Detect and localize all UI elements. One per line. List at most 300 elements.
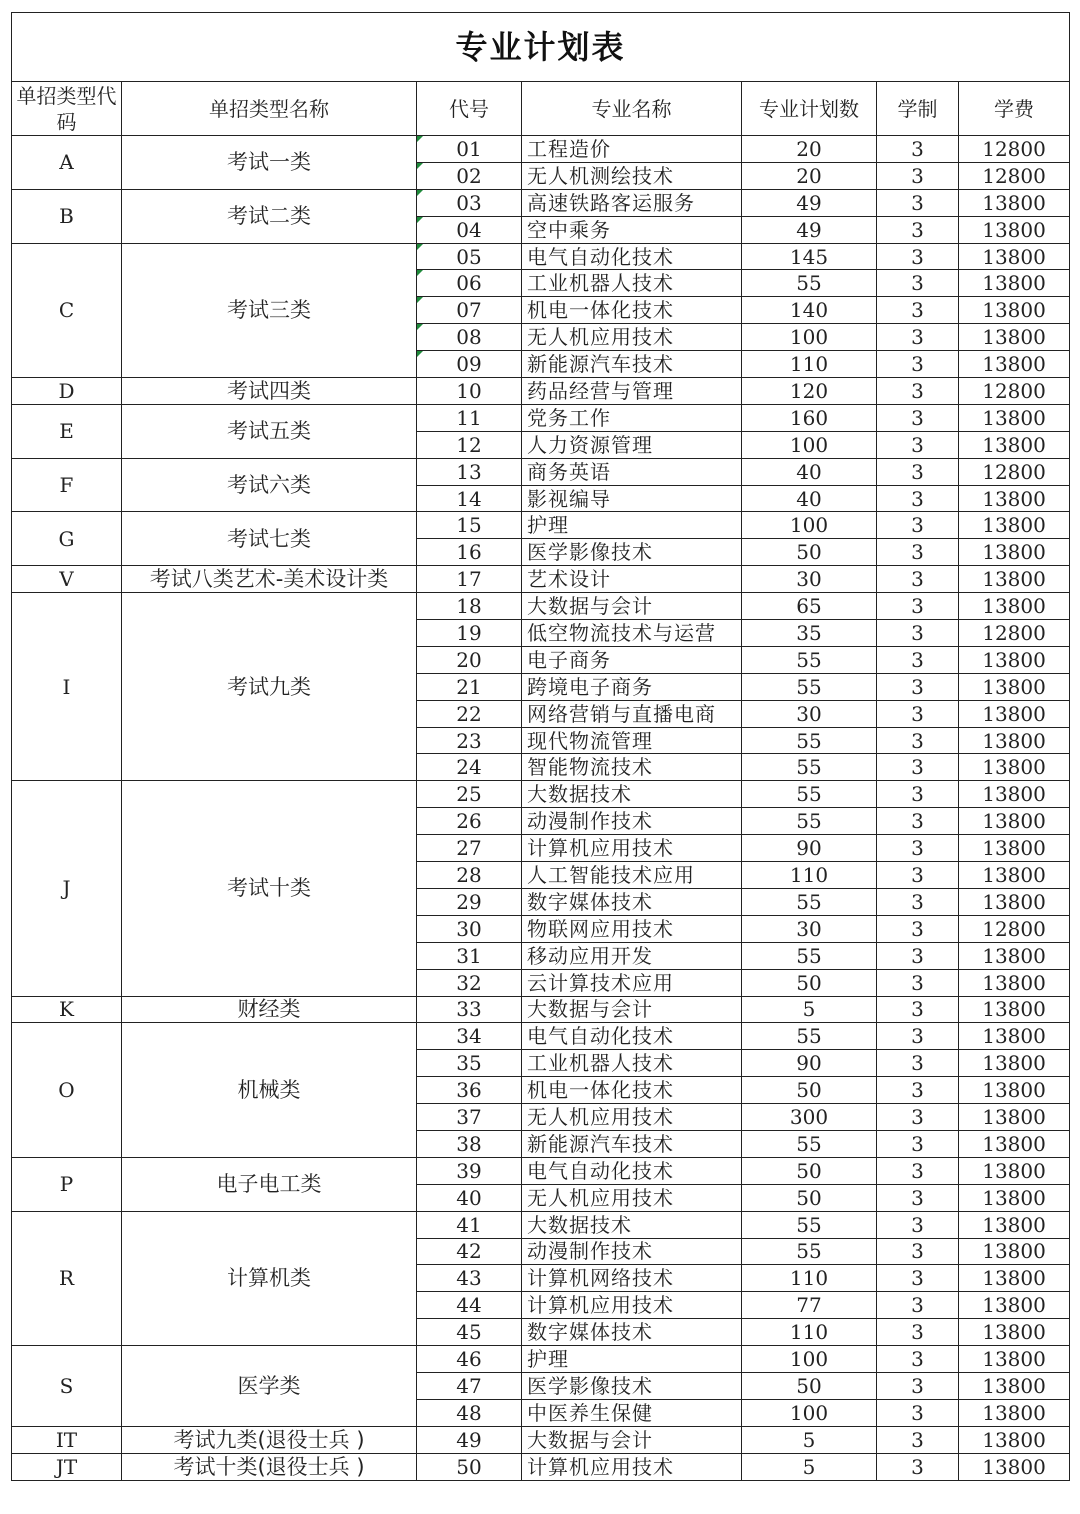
plan-count-cell: 5 — [742, 996, 877, 1023]
type-code-cell: IT — [12, 1426, 122, 1453]
years-cell: 3 — [877, 1319, 959, 1346]
fee-cell: 13800 — [959, 996, 1070, 1023]
fee-cell: 13800 — [959, 1238, 1070, 1265]
code-cell: 45 — [417, 1319, 522, 1346]
fee-cell: 13800 — [959, 189, 1070, 216]
code-cell: 50 — [417, 1453, 522, 1480]
years-cell: 3 — [877, 512, 959, 539]
plan-count-cell: 110 — [742, 351, 877, 378]
table-row — [12, 189, 1070, 216]
years-cell: 3 — [877, 1265, 959, 1292]
type-code-cell: P — [12, 1157, 122, 1211]
type-code-cell: R — [12, 1211, 122, 1345]
plan-count-cell: 50 — [742, 1372, 877, 1399]
years-cell: 3 — [877, 1050, 959, 1077]
plan-count-cell: 110 — [742, 1265, 877, 1292]
code-cell: 21 — [417, 673, 522, 700]
years-cell: 3 — [877, 216, 959, 243]
table-row — [12, 593, 1070, 620]
type-name-cell: 考试三类 — [122, 243, 417, 377]
years-cell: 3 — [877, 1130, 959, 1157]
type-name-cell: 考试九类(退役士兵 ) — [122, 1426, 417, 1453]
plan-count-cell: 90 — [742, 835, 877, 862]
fee-cell: 13800 — [959, 808, 1070, 835]
years-cell: 3 — [877, 1346, 959, 1373]
years-cell: 3 — [877, 1426, 959, 1453]
major-name-cell: 人工智能技术应用 — [522, 862, 742, 889]
years-cell: 3 — [877, 1077, 959, 1104]
major-name-cell: 艺术设计 — [522, 566, 742, 593]
years-cell: 3 — [877, 593, 959, 620]
plan-count-cell: 110 — [742, 862, 877, 889]
code-cell: 20 — [417, 646, 522, 673]
major-name-cell: 工业机器人技术 — [522, 1050, 742, 1077]
years-cell: 3 — [877, 324, 959, 351]
plan-count-cell: 55 — [742, 888, 877, 915]
code-cell: 32 — [417, 969, 522, 996]
code-cell: 24 — [417, 754, 522, 781]
plan-count-cell: 55 — [742, 646, 877, 673]
fee-cell: 13800 — [959, 1077, 1070, 1104]
major-name-cell: 动漫制作技术 — [522, 1238, 742, 1265]
fee-cell: 13800 — [959, 1265, 1070, 1292]
plan-count-cell: 300 — [742, 1104, 877, 1131]
fee-cell: 12800 — [959, 915, 1070, 942]
major-name-cell: 新能源汽车技术 — [522, 351, 742, 378]
plan-count-cell: 35 — [742, 620, 877, 647]
code-cell: 03 — [417, 189, 522, 216]
code-cell: 31 — [417, 942, 522, 969]
table-row — [12, 243, 1070, 270]
major-name-cell: 大数据与会计 — [522, 1426, 742, 1453]
code-cell: 19 — [417, 620, 522, 647]
major-name-cell: 高速铁路客运服务 — [522, 189, 742, 216]
plan-count-cell: 50 — [742, 969, 877, 996]
type-code-cell: D — [12, 378, 122, 405]
plan-count-cell: 50 — [742, 539, 877, 566]
code-cell: 13 — [417, 458, 522, 485]
code-cell: 30 — [417, 915, 522, 942]
header-major: 专业名称 — [522, 82, 742, 136]
years-cell: 3 — [877, 781, 959, 808]
header-plan: 专业计划数 — [742, 82, 877, 136]
table-row — [12, 781, 1070, 808]
header-fee: 学费 — [959, 82, 1070, 136]
header-code: 代号 — [417, 82, 522, 136]
table-row — [12, 1157, 1070, 1184]
code-cell: 33 — [417, 996, 522, 1023]
type-code-cell: JT — [12, 1453, 122, 1480]
plan-count-cell: 100 — [742, 1346, 877, 1373]
fee-cell: 13800 — [959, 727, 1070, 754]
code-cell: 39 — [417, 1157, 522, 1184]
major-name-cell: 动漫制作技术 — [522, 808, 742, 835]
type-name-cell: 财经类 — [122, 996, 417, 1023]
years-cell: 3 — [877, 646, 959, 673]
years-cell: 3 — [877, 189, 959, 216]
table-row — [12, 1211, 1070, 1238]
fee-cell: 13800 — [959, 512, 1070, 539]
type-name-cell: 考试九类 — [122, 593, 417, 781]
table-row — [12, 1023, 1070, 1050]
fee-cell: 13800 — [959, 1346, 1070, 1373]
code-cell: 10 — [417, 378, 522, 405]
fee-cell: 13800 — [959, 1292, 1070, 1319]
type-name-cell: 计算机类 — [122, 1211, 417, 1345]
plan-count-cell: 145 — [742, 243, 877, 270]
plan-count-cell: 49 — [742, 189, 877, 216]
major-name-cell: 人力资源管理 — [522, 431, 742, 458]
type-name-cell: 医学类 — [122, 1346, 417, 1427]
major-name-cell: 大数据技术 — [522, 781, 742, 808]
table-row — [12, 378, 1070, 405]
table-body — [12, 136, 1070, 1481]
code-cell: 08 — [417, 324, 522, 351]
code-cell: 01 — [417, 136, 522, 163]
plan-count-cell: 110 — [742, 1319, 877, 1346]
major-name-cell: 云计算技术应用 — [522, 969, 742, 996]
fee-cell: 13800 — [959, 942, 1070, 969]
type-code-cell: F — [12, 458, 122, 512]
major-name-cell: 网络营销与直播电商 — [522, 700, 742, 727]
plan-count-cell: 30 — [742, 700, 877, 727]
major-name-cell: 数字媒体技术 — [522, 1319, 742, 1346]
years-cell: 3 — [877, 297, 959, 324]
years-cell: 3 — [877, 862, 959, 889]
code-cell: 15 — [417, 512, 522, 539]
plan-count-cell: 55 — [742, 781, 877, 808]
years-cell: 3 — [877, 915, 959, 942]
fee-cell: 13800 — [959, 1426, 1070, 1453]
code-cell: 16 — [417, 539, 522, 566]
type-name-cell: 考试七类 — [122, 512, 417, 566]
fee-cell: 13800 — [959, 646, 1070, 673]
plan-count-cell: 100 — [742, 324, 877, 351]
years-cell: 3 — [877, 969, 959, 996]
years-cell: 3 — [877, 620, 959, 647]
type-code-cell: A — [12, 136, 122, 190]
major-name-cell: 电气自动化技术 — [522, 1023, 742, 1050]
major-name-cell: 无人机应用技术 — [522, 1104, 742, 1131]
code-cell: 34 — [417, 1023, 522, 1050]
years-cell: 3 — [877, 700, 959, 727]
years-cell: 3 — [877, 136, 959, 163]
years-cell: 3 — [877, 270, 959, 297]
table-row — [12, 1346, 1070, 1373]
years-cell: 3 — [877, 835, 959, 862]
major-name-cell: 大数据技术 — [522, 1211, 742, 1238]
years-cell: 3 — [877, 431, 959, 458]
years-cell: 3 — [877, 1372, 959, 1399]
table-title: 专业计划表 — [12, 13, 1070, 82]
years-cell: 3 — [877, 1211, 959, 1238]
major-name-cell: 新能源汽车技术 — [522, 1130, 742, 1157]
plan-count-cell: 5 — [742, 1426, 877, 1453]
major-name-cell: 跨境电子商务 — [522, 673, 742, 700]
fee-cell: 13800 — [959, 888, 1070, 915]
plan-count-cell: 55 — [742, 754, 877, 781]
type-name-cell: 考试八类艺术-美术设计类 — [122, 566, 417, 593]
plan-count-cell: 20 — [742, 136, 877, 163]
major-name-cell: 数字媒体技术 — [522, 888, 742, 915]
years-cell: 3 — [877, 404, 959, 431]
code-cell: 06 — [417, 270, 522, 297]
major-name-cell: 无人机应用技术 — [522, 324, 742, 351]
table-row — [12, 136, 1070, 163]
type-code-cell: B — [12, 189, 122, 243]
fee-cell: 12800 — [959, 136, 1070, 163]
code-cell: 02 — [417, 162, 522, 189]
header-type-name: 单招类型名称 — [122, 82, 417, 136]
plan-count-cell: 100 — [742, 431, 877, 458]
major-name-cell: 空中乘务 — [522, 216, 742, 243]
plan-count-cell: 55 — [742, 942, 877, 969]
header-type-code: 单招类型代码 — [12, 82, 122, 136]
table-row — [12, 458, 1070, 485]
major-name-cell: 医学影像技术 — [522, 1372, 742, 1399]
code-cell: 17 — [417, 566, 522, 593]
type-name-cell: 考试六类 — [122, 458, 417, 512]
plan-count-cell: 65 — [742, 593, 877, 620]
major-name-cell: 计算机应用技术 — [522, 835, 742, 862]
code-cell: 48 — [417, 1399, 522, 1426]
type-name-cell: 考试一类 — [122, 136, 417, 190]
years-cell: 3 — [877, 1184, 959, 1211]
years-cell: 3 — [877, 1238, 959, 1265]
major-plan-table — [11, 12, 1070, 1481]
major-name-cell: 党务工作 — [522, 404, 742, 431]
fee-cell: 12800 — [959, 620, 1070, 647]
major-name-cell: 计算机应用技术 — [522, 1453, 742, 1480]
type-code-cell: I — [12, 593, 122, 781]
fee-cell: 13800 — [959, 862, 1070, 889]
plan-count-cell: 40 — [742, 485, 877, 512]
type-code-cell: G — [12, 512, 122, 566]
type-code-cell: K — [12, 996, 122, 1023]
plan-count-cell: 40 — [742, 458, 877, 485]
code-cell: 37 — [417, 1104, 522, 1131]
plan-count-cell: 160 — [742, 404, 877, 431]
plan-count-cell: 49 — [742, 216, 877, 243]
major-name-cell: 医学影像技术 — [522, 539, 742, 566]
major-name-cell: 大数据与会计 — [522, 593, 742, 620]
plan-count-cell: 50 — [742, 1157, 877, 1184]
type-name-cell: 机械类 — [122, 1023, 417, 1157]
major-name-cell: 电气自动化技术 — [522, 1157, 742, 1184]
table-row — [12, 1426, 1070, 1453]
plan-table-container — [11, 12, 1069, 1481]
plan-count-cell: 50 — [742, 1184, 877, 1211]
code-cell: 22 — [417, 700, 522, 727]
years-cell: 3 — [877, 539, 959, 566]
years-cell: 3 — [877, 162, 959, 189]
plan-count-cell: 55 — [742, 1238, 877, 1265]
code-cell: 43 — [417, 1265, 522, 1292]
fee-cell: 13800 — [959, 1453, 1070, 1480]
years-cell: 3 — [877, 1157, 959, 1184]
code-cell: 29 — [417, 888, 522, 915]
type-name-cell: 电子电工类 — [122, 1157, 417, 1211]
fee-cell: 13800 — [959, 243, 1070, 270]
years-cell: 3 — [877, 1292, 959, 1319]
code-cell: 12 — [417, 431, 522, 458]
major-name-cell: 护理 — [522, 512, 742, 539]
major-name-cell: 无人机应用技术 — [522, 1184, 742, 1211]
fee-cell: 13800 — [959, 1319, 1070, 1346]
years-cell: 3 — [877, 1023, 959, 1050]
plan-count-cell: 30 — [742, 566, 877, 593]
major-name-cell: 护理 — [522, 1346, 742, 1373]
table-row — [12, 566, 1070, 593]
type-name-cell: 考试十类 — [122, 781, 417, 996]
code-cell: 18 — [417, 593, 522, 620]
plan-count-cell: 55 — [742, 270, 877, 297]
years-cell: 3 — [877, 888, 959, 915]
code-cell: 46 — [417, 1346, 522, 1373]
major-name-cell: 工程造价 — [522, 136, 742, 163]
type-name-cell: 考试十类(退役士兵 ) — [122, 1453, 417, 1480]
code-cell: 26 — [417, 808, 522, 835]
code-cell: 36 — [417, 1077, 522, 1104]
fee-cell: 13800 — [959, 1372, 1070, 1399]
plan-count-cell: 50 — [742, 1077, 877, 1104]
fee-cell: 12800 — [959, 458, 1070, 485]
type-name-cell: 考试二类 — [122, 189, 417, 243]
type-code-cell: C — [12, 243, 122, 377]
code-cell: 38 — [417, 1130, 522, 1157]
plan-count-cell: 30 — [742, 915, 877, 942]
fee-cell: 13800 — [959, 969, 1070, 996]
fee-cell: 13800 — [959, 1023, 1070, 1050]
fee-cell: 12800 — [959, 378, 1070, 405]
years-cell: 3 — [877, 378, 959, 405]
type-name-cell: 考试五类 — [122, 404, 417, 458]
code-cell: 04 — [417, 216, 522, 243]
plan-count-cell: 100 — [742, 512, 877, 539]
fee-cell: 13800 — [959, 566, 1070, 593]
code-cell: 40 — [417, 1184, 522, 1211]
fee-cell: 13800 — [959, 1184, 1070, 1211]
plan-count-cell: 55 — [742, 673, 877, 700]
code-cell: 28 — [417, 862, 522, 889]
fee-cell: 13800 — [959, 593, 1070, 620]
plan-count-cell: 90 — [742, 1050, 877, 1077]
major-name-cell: 药品经营与管理 — [522, 378, 742, 405]
fee-cell: 13800 — [959, 351, 1070, 378]
header-row — [12, 82, 1070, 136]
major-name-cell: 电气自动化技术 — [522, 243, 742, 270]
fee-cell: 13800 — [959, 297, 1070, 324]
fee-cell: 13800 — [959, 781, 1070, 808]
plan-count-cell: 55 — [742, 1023, 877, 1050]
fee-cell: 13800 — [959, 1399, 1070, 1426]
plan-count-cell: 20 — [742, 162, 877, 189]
fee-cell: 13800 — [959, 324, 1070, 351]
major-name-cell: 电子商务 — [522, 646, 742, 673]
years-cell: 3 — [877, 1399, 959, 1426]
fee-cell: 13800 — [959, 1157, 1070, 1184]
years-cell: 3 — [877, 727, 959, 754]
major-name-cell: 影视编导 — [522, 485, 742, 512]
major-name-cell: 无人机测绘技术 — [522, 162, 742, 189]
years-cell: 3 — [877, 942, 959, 969]
code-cell: 44 — [417, 1292, 522, 1319]
fee-cell: 13800 — [959, 754, 1070, 781]
years-cell: 3 — [877, 808, 959, 835]
major-name-cell: 现代物流管理 — [522, 727, 742, 754]
type-code-cell: O — [12, 1023, 122, 1157]
fee-cell: 13800 — [959, 539, 1070, 566]
plan-count-cell: 55 — [742, 1130, 877, 1157]
code-cell: 09 — [417, 351, 522, 378]
major-name-cell: 商务英语 — [522, 458, 742, 485]
code-cell: 42 — [417, 1238, 522, 1265]
fee-cell: 13800 — [959, 270, 1070, 297]
plan-count-cell: 55 — [742, 727, 877, 754]
fee-cell: 13800 — [959, 1104, 1070, 1131]
fee-cell: 13800 — [959, 1130, 1070, 1157]
major-name-cell: 低空物流技术与运营 — [522, 620, 742, 647]
fee-cell: 12800 — [959, 162, 1070, 189]
code-cell: 25 — [417, 781, 522, 808]
years-cell: 3 — [877, 458, 959, 485]
code-cell: 05 — [417, 243, 522, 270]
years-cell: 3 — [877, 243, 959, 270]
years-cell: 3 — [877, 754, 959, 781]
fee-cell: 13800 — [959, 431, 1070, 458]
type-name-cell: 考试四类 — [122, 378, 417, 405]
code-cell: 23 — [417, 727, 522, 754]
fee-cell: 13800 — [959, 835, 1070, 862]
major-name-cell: 机电一体化技术 — [522, 1077, 742, 1104]
fee-cell: 13800 — [959, 1050, 1070, 1077]
table-row — [12, 404, 1070, 431]
years-cell: 3 — [877, 485, 959, 512]
major-name-cell: 机电一体化技术 — [522, 297, 742, 324]
code-cell: 14 — [417, 485, 522, 512]
fee-cell: 13800 — [959, 700, 1070, 727]
table-row — [12, 996, 1070, 1023]
table-row — [12, 1453, 1070, 1480]
plan-count-cell: 5 — [742, 1453, 877, 1480]
type-code-cell: E — [12, 404, 122, 458]
plan-count-cell: 77 — [742, 1292, 877, 1319]
years-cell: 3 — [877, 351, 959, 378]
fee-cell: 13800 — [959, 216, 1070, 243]
major-name-cell: 物联网应用技术 — [522, 915, 742, 942]
major-name-cell: 工业机器人技术 — [522, 270, 742, 297]
type-code-cell: S — [12, 1346, 122, 1427]
code-cell: 41 — [417, 1211, 522, 1238]
plan-count-cell: 100 — [742, 1399, 877, 1426]
major-name-cell: 中医养生保健 — [522, 1399, 742, 1426]
code-cell: 07 — [417, 297, 522, 324]
years-cell: 3 — [877, 1104, 959, 1131]
header-years: 学制 — [877, 82, 959, 136]
code-cell: 35 — [417, 1050, 522, 1077]
major-name-cell: 大数据与会计 — [522, 996, 742, 1023]
years-cell: 3 — [877, 1453, 959, 1480]
plan-count-cell: 55 — [742, 808, 877, 835]
plan-count-cell: 55 — [742, 1211, 877, 1238]
fee-cell: 13800 — [959, 485, 1070, 512]
code-cell: 49 — [417, 1426, 522, 1453]
major-name-cell: 计算机网络技术 — [522, 1265, 742, 1292]
plan-count-cell: 140 — [742, 297, 877, 324]
major-name-cell: 计算机应用技术 — [522, 1292, 742, 1319]
major-name-cell: 移动应用开发 — [522, 942, 742, 969]
type-code-cell: V — [12, 566, 122, 593]
